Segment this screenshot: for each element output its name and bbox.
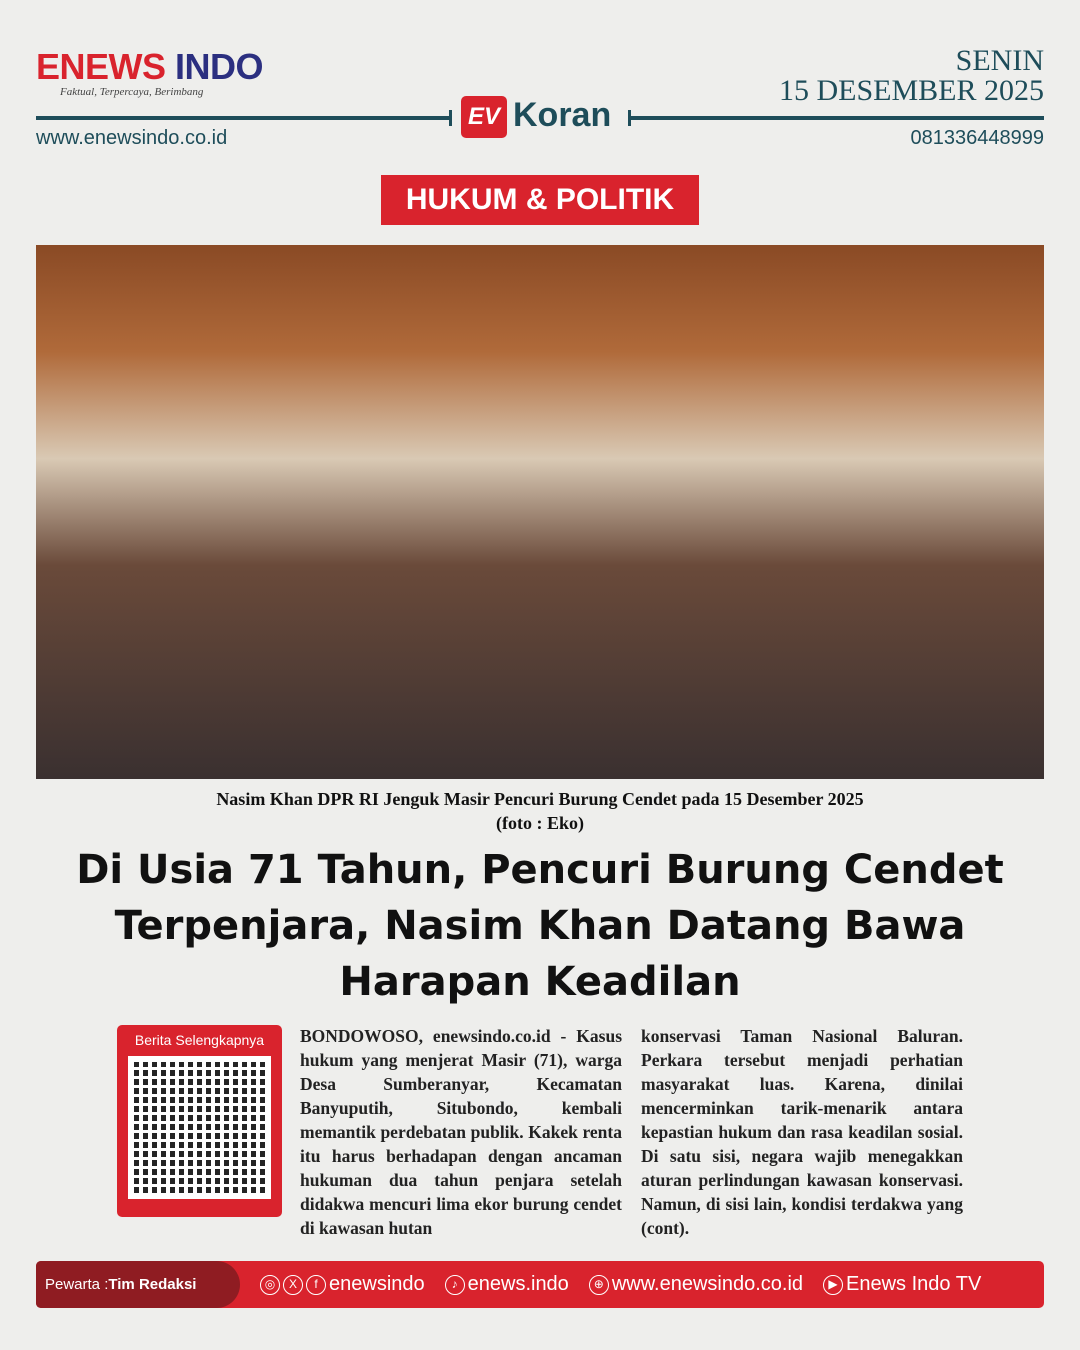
qr-code[interactable]	[128, 1056, 271, 1199]
tiktok-icon: ♪	[445, 1275, 465, 1295]
photo-caption: Nasim Khan DPR RI Jenguk Masir Pencuri Burung Cendet pada 15 Desember 2025 (foto : Eko)	[216, 789, 864, 833]
date: 15 DESEMBER 2025	[778, 74, 1044, 107]
date-block	[779, 46, 1044, 106]
news-photo	[36, 245, 1044, 779]
instagram-icon: ◎	[260, 1275, 280, 1295]
day: SENIN	[955, 44, 1044, 77]
divider-tick	[449, 110, 452, 126]
footer-bar	[36, 1261, 1044, 1308]
x-icon: X	[283, 1275, 303, 1295]
qr-label: Berita Selengkapnya	[134, 1032, 265, 1048]
category-badge: HUKUM & POLITIK	[381, 175, 699, 225]
facebook-icon: f	[306, 1275, 326, 1295]
tagline: Faktual, Terpercaya, Berimbang	[60, 86, 204, 98]
divider	[36, 116, 450, 120]
web-link[interactable]: ⊕ www.enewsindo.co.id	[589, 1273, 803, 1296]
globe-icon: ⊕	[589, 1275, 609, 1295]
koran-label: Koran	[513, 96, 612, 134]
social-links[interactable]: ◎ X f enewsindo	[260, 1273, 425, 1296]
website-link[interactable]: www.enewsindo.co.id	[36, 127, 228, 149]
headline: Di Usia 71 Tahun, Pencuri Burung Cendet Terpenjara, Nasim Khan Datang Bawa Harapan Keadilan	[76, 847, 1004, 1005]
tiktok-link[interactable]: ♪ enews.indo	[445, 1273, 569, 1296]
youtube-link[interactable]: ▶ Enews Indo TV	[823, 1273, 981, 1296]
phone-number: 081336448999	[910, 127, 1044, 149]
brand-logo: ENEWS INDO	[36, 46, 264, 87]
youtube-icon: ▶	[823, 1275, 843, 1295]
divider	[630, 116, 1044, 120]
article-column-1: BONDOWOSO, enewsindo.co.id - Kasus hukum yang menjerat Masir (71), warga Desa Sumberanyar, Kecamatan Banyuputih, Situbondo, kembali memantik perdebatan publik. Kakek renta itu harus berhadapan dengan ancaman hukuman dua tahun penjara setelah didakwa mencuri lima ekor burung cendet di kawasan hutan	[300, 1026, 622, 1238]
ev-logo: EV	[461, 96, 507, 138]
qr-card[interactable]	[117, 1025, 282, 1217]
article-column-2: konservasi Taman Nasional Baluran. Perkara tersebut menjadi perhatian masyarakat luas. Karena, dinilai mencerminkan tarik-menarik antara kepastian hukum dan rasa keadilan sosial. Di satu sisi, negara wajib menegakkan aturan perlindungan kawasan konservasi. Namun, di sisi lain, kondisi terdakwa yang (cont).	[641, 1026, 963, 1238]
pewarta: Pewarta : Tim Redaksi	[36, 1261, 240, 1308]
